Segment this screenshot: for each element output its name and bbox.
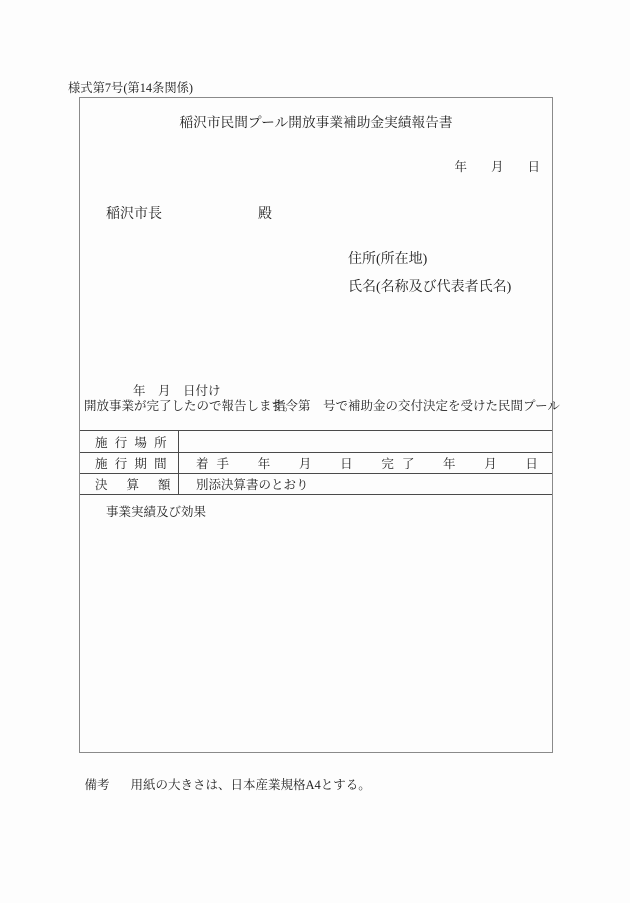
period-end-month-label: 月 bbox=[484, 457, 497, 471]
body-paragraph-line2: 開放事業が完了したので報告します。 bbox=[84, 399, 296, 413]
applicant-name-label: 氏名(名称及び代表者氏名) bbox=[348, 280, 512, 295]
period-end-day-label: 日 bbox=[525, 457, 538, 471]
table-row-settlement bbox=[80, 474, 552, 495]
results-section-label: 事業実績及び効果 bbox=[106, 505, 207, 519]
addressee-honorific: 殿 bbox=[258, 207, 272, 222]
date-month-label: 月 bbox=[490, 160, 504, 174]
location-label-cell bbox=[80, 431, 179, 452]
table-row-period bbox=[80, 453, 552, 474]
settlement-label-cell bbox=[80, 474, 190, 494]
form-style-number: 様式第7号(第14条関係) bbox=[68, 81, 194, 95]
period-label: 施行期間 bbox=[95, 457, 174, 471]
location-value-cell bbox=[179, 431, 552, 452]
period-start-month-label: 月 bbox=[298, 457, 312, 471]
settlement-value-cell: 別添決算書のとおり bbox=[196, 478, 309, 492]
addressee-name: 稲沢市長 bbox=[106, 207, 162, 222]
detail-table bbox=[80, 430, 552, 495]
period-start-day-label: 日 bbox=[340, 457, 353, 471]
remarks-line bbox=[72, 760, 371, 808]
applicant-address-label: 住所(所在地) bbox=[348, 252, 428, 267]
period-start-label: 着手 bbox=[196, 457, 238, 471]
period-end-year-label: 年 bbox=[443, 457, 456, 471]
body-date-segment: 年 月 日付け bbox=[133, 384, 221, 398]
form-border-box bbox=[79, 97, 560, 753]
period-value-cell bbox=[179, 453, 552, 473]
date-year-label: 年 bbox=[454, 160, 467, 174]
location-label: 施行場所 bbox=[95, 435, 174, 450]
remarks-label: 備考 bbox=[84, 778, 110, 792]
period-start-year-label: 年 bbox=[257, 457, 271, 471]
period-label-cell bbox=[80, 453, 179, 473]
settlement-label: 決算額 bbox=[95, 478, 190, 492]
report-date-line bbox=[454, 157, 540, 175]
table-row-location bbox=[80, 431, 552, 453]
addressee-line bbox=[80, 203, 552, 223]
date-day-label: 日 bbox=[527, 160, 540, 174]
form-title: 稲沢市民間プール開放事業補助金実績報告書 bbox=[179, 115, 453, 130]
remarks-text: 用紙の大きさは、日本産業規格A4とする。 bbox=[130, 778, 371, 792]
body-directive-segment: 指令第 号で補助金の交付決定を受けた民間プール bbox=[273, 399, 560, 413]
period-end-label: 完了 bbox=[381, 457, 423, 471]
